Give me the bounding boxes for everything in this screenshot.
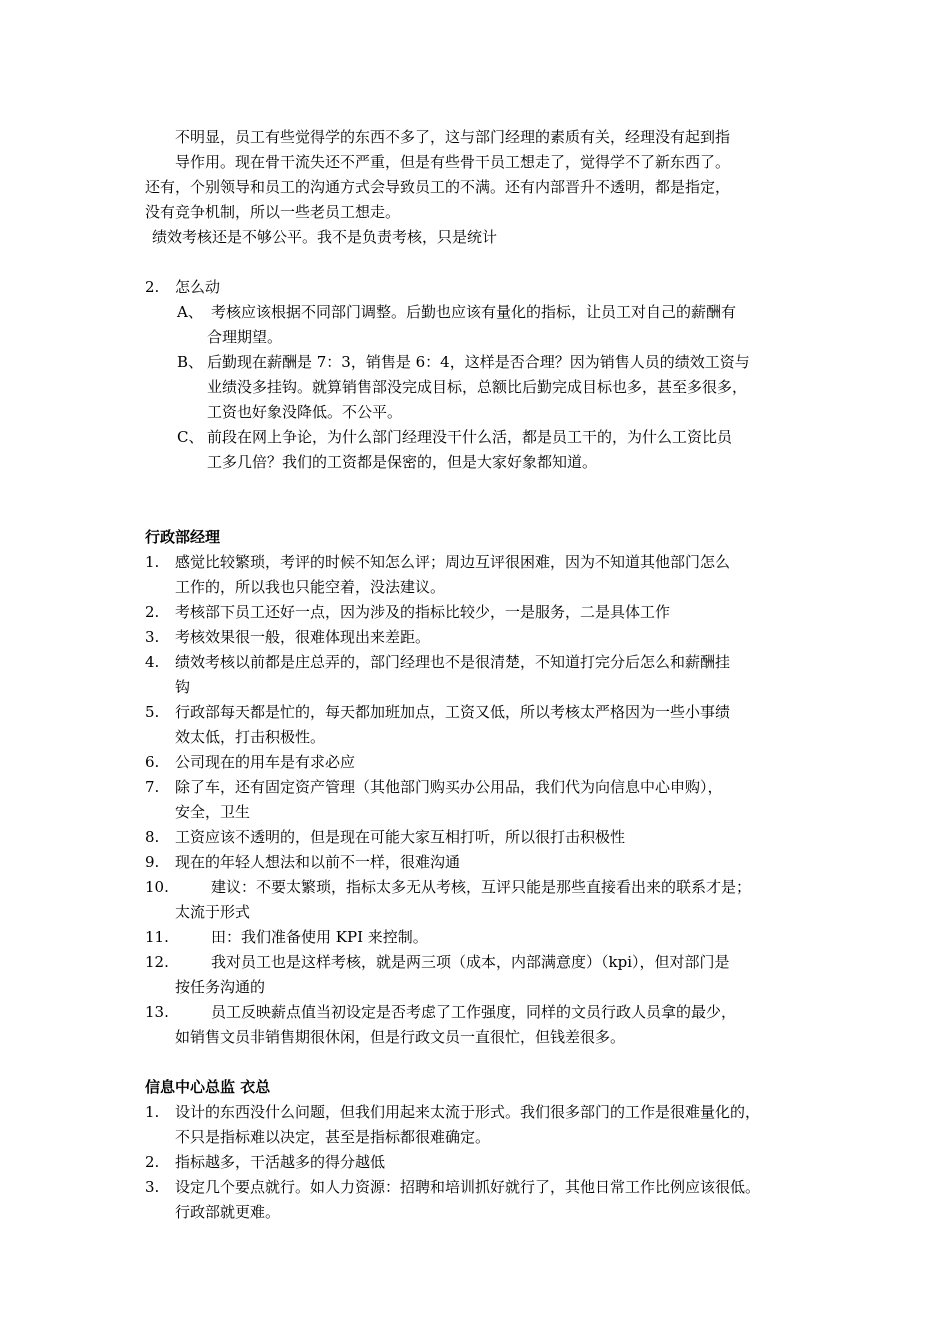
list-text: 现在的年轻人想法和以前不一样，很难沟通: [175, 853, 461, 871]
intro-line: 还有，个别领导和员工的沟通方式会导致员工的不满。还有内部晋升不透明，都是指定，: [145, 178, 731, 196]
item-marker: A、: [177, 303, 203, 321]
item-marker: B、: [177, 353, 204, 371]
list-number: 1.: [145, 1103, 160, 1121]
list-number: 6.: [145, 753, 160, 771]
intro-line: 不明显，员工有些觉得学的东西不多了，这与部门经理的素质有关，经理没有起到指: [175, 128, 731, 146]
list-number: 1.: [145, 553, 160, 571]
item-text: 工多几倍？我们的工资都是保密的，但是大家好象都知道。: [207, 453, 598, 471]
list-number: 2.: [145, 278, 160, 296]
intro-line: 导作用。现在骨干流失还不严重，但是有些骨干员工想走了，觉得学不了新东西了。: [175, 153, 731, 171]
item-text: 工资也好象没降低。不公平。: [207, 403, 403, 421]
list-text: 建议：不要太繁琐，指标太多无从考核，互评只能是那些直接看出来的联系才是；: [211, 878, 752, 896]
list-number: 5.: [145, 703, 160, 721]
section-title: 怎么动: [175, 278, 221, 296]
list-text: 行政部每天都是忙的，每天都加班加点，工资又低，所以考核太严格因为一些小事绩: [175, 703, 731, 721]
list-text: 公司现在的用车是有求必应: [175, 753, 356, 771]
list-text: 设定几个要点就行。如人力资源：招聘和培训抓好就行了，其他日常工作比例应该很低。: [175, 1178, 761, 1196]
list-text: 行政部就更难。: [175, 1203, 281, 1221]
list-number: 2.: [145, 1153, 160, 1171]
item-text: 业绩没多挂钩。就算销售部没完成目标，总额比后勤完成目标也多，甚至多很多，: [207, 378, 748, 396]
list-text: 我对员工也是这样考核，就是两三项（成本，内部满意度）（kpi），但对部门是: [211, 953, 730, 971]
list-text: 考核部下员工还好一点，因为涉及的指标比较少，一是服务，二是具体工作: [175, 603, 671, 621]
list-number: 13.: [145, 1003, 169, 1021]
list-text: 绩效考核以前都是庄总弄的，部门经理也不是很清楚，不知道打完分后怎么和薪酬挂: [175, 653, 731, 671]
list-text: 考核效果很一般，很难体现出来差距。: [175, 628, 431, 646]
list-number: 7.: [145, 778, 160, 796]
list-text: 田：我们准备使用 KPI 来控制。: [211, 928, 428, 946]
item-text: 后勤现在薪酬是 7：3，销售是 6：4，这样是否合理？因为销售人员的绩效工资与: [207, 353, 750, 371]
intro-line: 绩效考核还是不够公平。我不是负责考核，只是统计: [152, 228, 498, 246]
item-text: 考核应该根据不同部门调整。后勤也应该有量化的指标，让员工对自己的薪酬有: [211, 303, 737, 321]
list-number: 3.: [145, 1178, 160, 1196]
list-text: 除了车，还有固定资产管理（其他部门购买办公用品，我们代为向信息中心申购），: [175, 778, 723, 796]
list-text: 不只是指标难以决定，甚至是指标都很难确定。: [175, 1128, 491, 1146]
list-text: 指标越多，干活越多的得分越低: [175, 1153, 386, 1171]
list-text: 太流于形式: [175, 903, 251, 921]
list-text: 工资应该不透明的，但是现在可能大家互相打听，所以很打击积极性: [175, 828, 626, 846]
list-number: 11.: [145, 928, 169, 946]
list-text: 设计的东西没什么问题，但我们用起来太流于形式。我们很多部门的工作是很难量化的，: [175, 1103, 761, 1121]
item-text: 前段在网上争论，为什么部门经理没干什么活，都是员工干的，为什么工资比员: [207, 428, 733, 446]
list-text: 员工反映薪点值当初设定是否考虑了工作强度，同样的文员行政人员拿的最少，: [211, 1003, 737, 1021]
item-text: 合理期望。: [207, 328, 283, 346]
list-number: 8.: [145, 828, 160, 846]
item-marker: C、: [177, 428, 204, 446]
section-heading: 信息中心总监 衣总: [145, 1078, 271, 1096]
section-heading: 行政部经理: [145, 528, 221, 546]
list-number: 9.: [145, 853, 160, 871]
list-text: 安全，卫生: [175, 803, 251, 821]
list-text: 钩: [175, 678, 191, 696]
list-number: 4.: [145, 653, 160, 671]
list-text: 效太低，打击积极性。: [175, 728, 326, 746]
list-text: 工作的，所以我也只能空着，没法建议。: [175, 578, 446, 596]
list-number: 12.: [145, 953, 169, 971]
list-text: 按任务沟通的: [175, 978, 266, 996]
list-text: 感觉比较繁琐，考评的时候不知怎么评；周边互评很困难，因为不知道其他部门怎么: [175, 553, 731, 571]
intro-line: 没有竞争机制，所以一些老员工想走。: [145, 203, 401, 221]
list-number: 2.: [145, 603, 160, 621]
list-text: 如销售文员非销售期很休闲，但是行政文员一直很忙，但钱差很多。: [175, 1028, 626, 1046]
list-number: 3.: [145, 628, 160, 646]
list-number: 10.: [145, 878, 169, 896]
